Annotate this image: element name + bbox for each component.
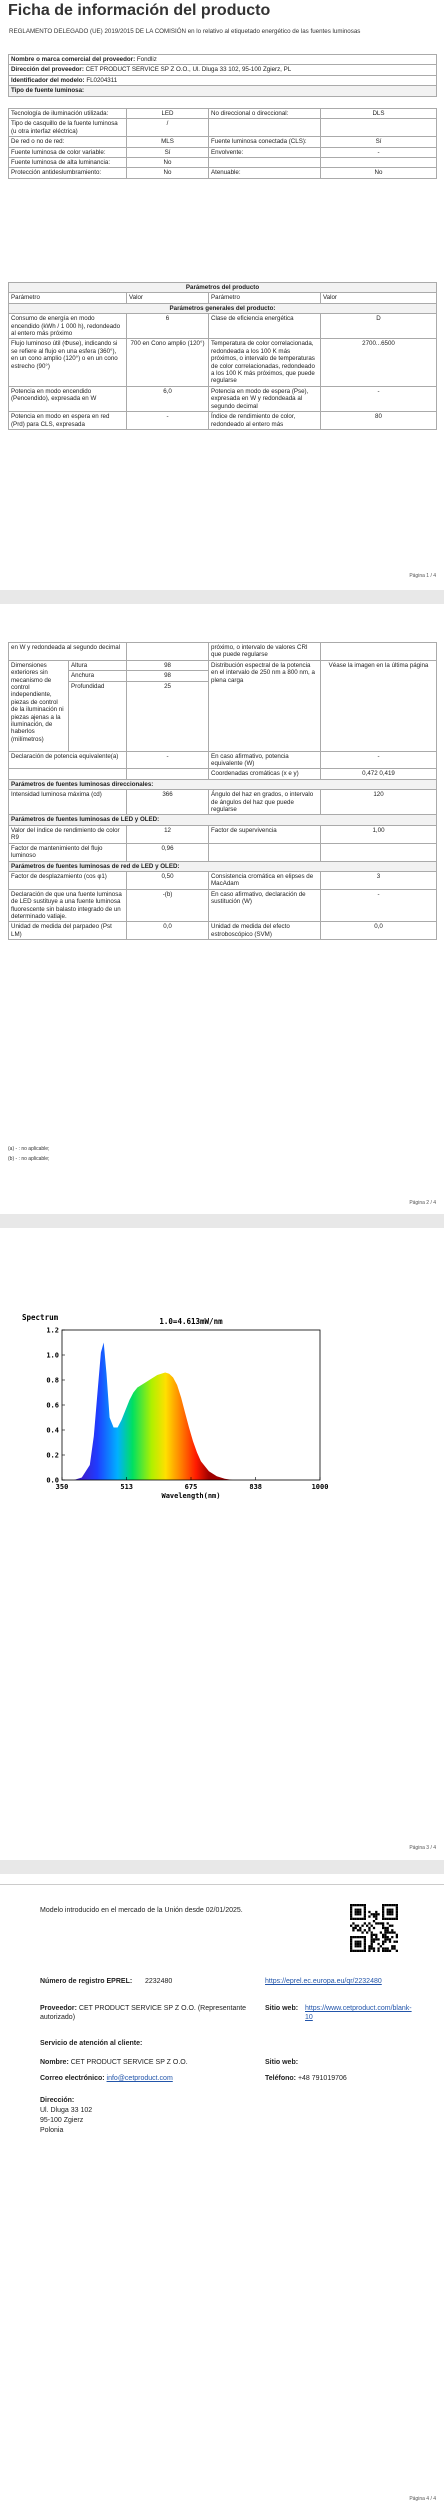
spectral-value: Véase la imagen en la última página — [321, 660, 437, 751]
page-2 — [0, 604, 444, 1214]
table-cell: Factor de desplazamiento (cos φ1) — [9, 871, 127, 889]
email-label: Correo electrónico: — [40, 2075, 105, 2082]
eprel-link[interactable]: https://eprel.ec.europa.eu/qr/2232480 — [265, 1978, 382, 1985]
table-cell: Valor del índice de rendimiento de color R9 — [9, 825, 127, 843]
page2-table — [8, 642, 437, 940]
x-tick-label: 350 — [55, 1483, 69, 1491]
table-cell: 12 — [127, 825, 209, 843]
table-cell: No — [127, 168, 209, 178]
provider-value: CET PRODUCT SERVICE SP Z O.O. (Representante autorizado) — [40, 2005, 247, 2021]
y-tick-label: 0.0 — [46, 1476, 59, 1485]
table-cell: 6 — [127, 314, 209, 339]
page-1 — [0, 0, 444, 590]
table-cell: Factor de supervivencia — [209, 825, 321, 843]
y-tick-label: 1.2 — [46, 1326, 59, 1335]
table-cell: - — [321, 751, 437, 769]
phone-value: +48 791019706 — [297, 2075, 347, 2082]
section-heading: Parámetros de fuentes luminosas de LED y OLED: — [9, 815, 437, 825]
table-cell: Potencia en modo de espera (Pse), expresada en W y redondeada al segundo decimal — [209, 386, 321, 411]
footnote-a: (a) - : no aplicable; — [8, 1146, 50, 1152]
x-tick-label: 1000 — [311, 1483, 329, 1491]
general-params-heading: Parámetros generales del producto: — [9, 303, 437, 313]
phone-label: Teléfono: — [265, 2075, 296, 2082]
table-cell: - — [127, 751, 209, 769]
email-row — [40, 2074, 255, 2083]
table-row — [9, 168, 437, 178]
section-heading: Parámetros de fuentes luminosas direccionales: — [9, 779, 437, 789]
general-params-table — [8, 282, 437, 430]
table-cell: Declaración de que una fuente luminosa de LED sustituye a una fuente luminosa fluorescente sin balasto integrado de un determinado vatiaje. — [9, 889, 127, 922]
table-row — [9, 815, 437, 825]
table-cell — [9, 769, 127, 779]
table-cell: En caso afirmativo, declaración de sustitución (W) — [209, 889, 321, 922]
provider-row — [40, 2004, 255, 2022]
phone-row — [265, 2074, 347, 2083]
chart-title: 1.0=4.613mW/nm — [159, 1317, 223, 1326]
address-label: Dirección del proveedor: — [11, 66, 84, 74]
table-row — [9, 386, 437, 411]
address-label: Dirección: — [40, 2097, 75, 2104]
table-cell — [321, 843, 437, 861]
table-row — [9, 86, 437, 96]
table-cell: Índice de rendimiento de color, redondeado al entero más — [209, 412, 321, 430]
name-value: CET PRODUCT SERVICE SP Z O.O. — [70, 2059, 188, 2066]
table-row — [9, 922, 437, 940]
page-separator — [0, 1214, 444, 1228]
address-line: Polonia — [40, 2127, 64, 2134]
dimension-value: 98 — [127, 671, 209, 681]
address-line: Ul. Dluga 33 102 — [40, 2107, 93, 2114]
x-tick-label: 675 — [184, 1483, 198, 1491]
service-label: Servicio de atención al cliente: — [40, 2040, 143, 2047]
table-row — [9, 843, 437, 861]
x-tick-label: 838 — [249, 1483, 263, 1491]
table-row — [9, 137, 437, 147]
document-title: Ficha de información del producto — [8, 2, 271, 19]
spectral-label: Distribución espectral de la potencia en el intervalo de 250 nm a 800 nm, a plena carga — [209, 660, 321, 751]
type-table — [8, 108, 437, 179]
dimension-value: 98 — [127, 660, 209, 670]
supplier-table — [8, 54, 437, 97]
table-row — [9, 751, 437, 769]
header-cell: Valor — [321, 293, 437, 303]
table-cell: MLS — [127, 137, 209, 147]
trademark-label: Nombre o marca comercial del proveedor: — [11, 56, 136, 63]
table-cell: Fuente luminosa conectada (CLS): — [209, 137, 321, 147]
table-cell: Unidad de medida del efecto estroboscópico (SVM) — [209, 922, 321, 940]
table-cell: En caso afirmativo, potencia equivalente (W) — [209, 751, 321, 769]
table-cell: Flujo luminoso útil (Φuse), indicando si se refiere al flujo en una esfera (360°), en un cono amplio (120°) o en un cono estrecho (90°) — [9, 339, 127, 386]
table-cell: - — [321, 386, 437, 411]
table-row — [9, 643, 437, 661]
address-row — [9, 65, 437, 75]
table-cell: Declaración de potencia equivalente(a) — [9, 751, 127, 769]
table-cell: LED — [127, 109, 209, 119]
table-cell: Ángulo del haz en grados, o intervalo de ángulos del haz que puede regularse — [209, 790, 321, 815]
eprel-label: Número de registro EPREL: — [40, 1978, 133, 1985]
table-row — [9, 769, 437, 779]
table-cell — [321, 643, 437, 661]
page-separator — [0, 1860, 444, 1874]
x-axis-label: Wavelength(nm) — [161, 1492, 221, 1500]
table-row — [9, 871, 437, 889]
table-cell: Sí — [321, 137, 437, 147]
page-number: Página 2 / 4 — [409, 1200, 436, 1206]
table-cell — [321, 158, 437, 168]
table-row — [9, 339, 437, 386]
table-cell: 366 — [127, 790, 209, 815]
table-row — [9, 147, 437, 157]
table-cell: 120 — [321, 790, 437, 815]
table-row — [9, 825, 437, 843]
table-cell — [127, 769, 209, 779]
qr-code-icon — [350, 1904, 398, 1952]
dimension-value: 25 — [127, 681, 209, 751]
table-row — [9, 790, 437, 815]
table-cell: Protección antideslumbramiento: — [9, 168, 127, 178]
website-link[interactable]: https://www.cetproduct.com/blank-10 — [305, 2005, 412, 2021]
website2-label: Sitio web: — [265, 2059, 299, 2066]
x-tick-label: 513 — [120, 1483, 134, 1491]
website-label: Sitio web: — [265, 2005, 299, 2012]
table-cell: - — [321, 147, 437, 157]
table-row — [9, 109, 437, 119]
table-cell: 6,0 — [127, 386, 209, 411]
table-row — [9, 303, 437, 313]
table-cell: 700 en Cono amplio (120°) — [127, 339, 209, 386]
table-cell: Envolvente: — [209, 147, 321, 157]
regulation-subtitle: REGLAMENTO DELEGADO (UE) 2019/2015 DE LA COMISIÓN en lo relativo al etiquetado energético de las fuentes luminosas — [9, 28, 361, 35]
table-cell: No — [321, 168, 437, 178]
table-cell: 0,96 — [127, 843, 209, 861]
y-tick-label: 1.0 — [46, 1351, 59, 1360]
table-row — [9, 75, 437, 85]
table-cell: Factor de mantenimiento del flujo luminoso — [9, 843, 127, 861]
table-cell: Temperatura de color correlacionada, redondeada a los 100 K más próximos, o intervalo de temperaturas de color correlacionadas, redondeado a los 100 K más próximos, que puede regularse — [209, 339, 321, 386]
table-cell: -(b) — [127, 889, 209, 922]
table-cell: - — [321, 889, 437, 922]
table-cell: No — [127, 158, 209, 168]
table-cell: Fuente luminosa de alta luminancia: — [9, 158, 127, 168]
table-row — [9, 779, 437, 789]
model-row — [9, 75, 437, 85]
table-cell — [209, 843, 321, 861]
product-params-heading: Parámetros del producto — [9, 283, 437, 293]
table-cell: 0,472 0,419 — [321, 769, 437, 779]
address-line: 95-100 Zgierz — [40, 2117, 84, 2124]
dimension-name: Anchura — [69, 671, 127, 681]
table-cell: - — [127, 412, 209, 430]
table-row — [9, 660, 437, 670]
table-cell: próximo, o intervalo de valores CRI que puede regularse — [209, 643, 321, 661]
trademark-value: Fondliz — [136, 56, 157, 63]
market-intro: Modelo introducido en el mercado de la Unión desde 02/01/2025. — [40, 1907, 243, 1914]
y-tick-label: 0.2 — [46, 1451, 59, 1460]
page-number: Página 4 / 4 — [409, 2496, 436, 2502]
type-section-heading: Tipo de fuente luminosa: — [9, 86, 437, 96]
table-cell: 0,50 — [127, 871, 209, 889]
page-separator — [0, 590, 444, 604]
header-cell: Valor — [127, 293, 209, 303]
y-tick-label: 0.4 — [46, 1426, 59, 1435]
dimension-name: Profundidad — [69, 681, 127, 751]
table-cell: Potencia en modo encendido (Pencendido), expresada en W — [9, 386, 127, 411]
dimensions-label: Dimensiones exteriores sin mecanismo de control independiente, piezas de control de la iluminación ni piezas ajenas a la iluminación, de haberlos (milímetros) — [9, 660, 69, 751]
table-cell: Potencia en modo en espera en red (Prd) para CLS, expresada — [9, 412, 127, 430]
table-cell: 3 — [321, 871, 437, 889]
address-value: CET PRODUCT SERVICE SP Z O.O., Ul. Dluga 33 102, 95-100 Zgierz, PL — [85, 66, 292, 74]
eprel-value: 2232480 — [145, 1978, 173, 1985]
table-cell: Unidad de medida del parpadeo (Pst LM) — [9, 922, 127, 940]
table-cell: Coordenadas cromáticas (x e y) — [209, 769, 321, 779]
table-cell: De red o no de red: — [9, 137, 127, 147]
page-number: Página 1 / 4 — [409, 573, 436, 579]
name-label: Nombre: — [40, 2059, 69, 2066]
table-cell: Consumo de energía en modo encendido (kWh / 1 000 h), redondeado al entero más próximo — [9, 314, 127, 339]
table-cell: DLS — [321, 109, 437, 119]
dimension-name: Altura — [69, 660, 127, 670]
table-cell: Consistencia cromática en elipses de MacAdam — [209, 871, 321, 889]
table-cell: Tecnología de iluminación utilizada: — [9, 109, 127, 119]
spectrum-area — [74, 1343, 233, 1481]
table-row — [9, 65, 437, 75]
table-cell: 1,00 — [321, 825, 437, 843]
y-tick-label: 0.6 — [46, 1401, 59, 1410]
header-cell: Parámetro — [9, 293, 127, 303]
table-row — [9, 119, 437, 137]
table-cell: Intensidad luminosa máxima (cd) — [9, 790, 127, 815]
table-cell — [209, 119, 321, 137]
provider-label: Proveedor: — [40, 2005, 77, 2012]
footnote-b: (b) - : no aplicable; — [8, 1156, 50, 1162]
email-link[interactable]: info@cetproduct.com — [106, 2075, 173, 2082]
table-cell — [321, 119, 437, 137]
header-cell: Parámetro — [209, 293, 321, 303]
table-row — [9, 283, 437, 293]
table-cell: Sí — [127, 147, 209, 157]
section-heading: Parámetros de fuentes luminosas de red de LED y OLED: — [9, 861, 437, 871]
table-cell: en W y redondeada al segundo decimal — [9, 643, 127, 661]
page-number: Página 3 / 4 — [409, 1845, 436, 1851]
page-4 — [0, 1874, 444, 2510]
table-cell: Tipo de casquillo de la fuente luminosa (u otra interfaz eléctrica) — [9, 119, 127, 137]
model-value: FL0204311 — [86, 76, 118, 84]
table-cell: D — [321, 314, 437, 339]
table-row — [9, 158, 437, 168]
table-row — [9, 293, 437, 303]
table-cell — [209, 158, 321, 168]
service-name-row — [40, 2058, 255, 2067]
table-cell: / — [127, 119, 209, 137]
y-tick-label: 0.8 — [46, 1376, 59, 1385]
trademark-row — [9, 55, 437, 65]
model-label: Identificador del modelo: — [11, 76, 85, 84]
table-cell: Atenuable: — [209, 168, 321, 178]
table-row — [9, 55, 437, 65]
divider — [0, 1884, 444, 1885]
y-axis-label: Spectrum — [22, 1313, 59, 1322]
table-cell: Clase de eficiencia energética — [209, 314, 321, 339]
table-cell: 2700...6500 — [321, 339, 437, 386]
table-row — [9, 412, 437, 430]
table-cell: Fuente luminosa de color variable: — [9, 147, 127, 157]
table-cell — [127, 643, 209, 661]
table-row — [9, 889, 437, 922]
table-cell: 0,0 — [321, 922, 437, 940]
table-cell: No direccional o direccional: — [209, 109, 321, 119]
table-cell: 0,0 — [127, 922, 209, 940]
table-row — [9, 861, 437, 871]
table-cell: 80 — [321, 412, 437, 430]
table-row — [9, 314, 437, 339]
spectrum-chart — [20, 1310, 400, 1505]
